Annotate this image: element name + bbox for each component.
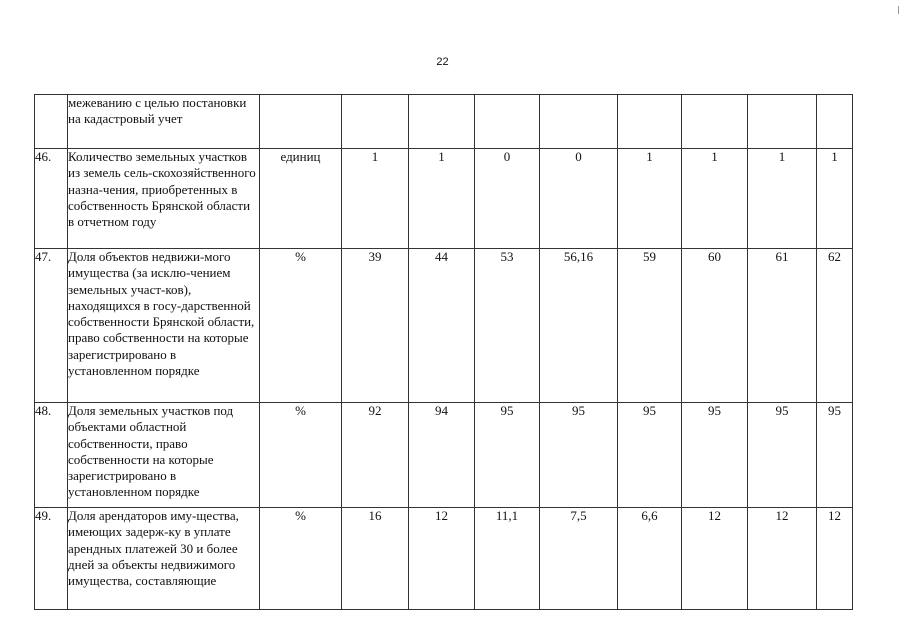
value-cell bbox=[409, 95, 475, 149]
indicator-name: Доля земельных участков под объектами областной собственности, право собственности на которые зарегистрировано в установленном порядке bbox=[68, 403, 260, 508]
value-cell: 11,1 bbox=[475, 508, 540, 610]
unit-cell: % bbox=[260, 508, 342, 610]
value-cell: 53 bbox=[475, 249, 540, 403]
value-cell: 0 bbox=[540, 149, 618, 249]
value-cell: 1 bbox=[748, 149, 817, 249]
scan-edge-mark bbox=[898, 6, 899, 14]
table-row bbox=[35, 403, 853, 508]
value-cell: 12 bbox=[409, 508, 475, 610]
value-cell: 62 bbox=[817, 249, 853, 403]
value-cell: 12 bbox=[682, 508, 748, 610]
indicator-name: Доля арендаторов иму-щества, имеющих задерж-ку в уплате арендных платежей 30 и более дней за объекты недвижимого имущества, составляющие bbox=[68, 508, 260, 610]
value-cell: 7,5 bbox=[540, 508, 618, 610]
value-cell: 39 bbox=[342, 249, 409, 403]
value-cell: 95 bbox=[817, 403, 853, 508]
indicator-name: Количество земельных участков из земель сель-скохозяйственного назна-чения, приобретенных в собственность Брянской области в отчетном году bbox=[68, 149, 260, 249]
unit-cell bbox=[260, 95, 342, 149]
unit-cell: единиц bbox=[260, 149, 342, 249]
value-cell: 12 bbox=[748, 508, 817, 610]
value-cell: 44 bbox=[409, 249, 475, 403]
value-cell: 95 bbox=[618, 403, 682, 508]
value-cell bbox=[748, 95, 817, 149]
indicator-name: межеванию с целью постановки на кадастровый учет bbox=[68, 95, 260, 149]
value-cell: 95 bbox=[475, 403, 540, 508]
unit-cell: % bbox=[260, 249, 342, 403]
row-number: 48. bbox=[35, 403, 68, 508]
table-row bbox=[35, 149, 853, 249]
table-row bbox=[35, 249, 853, 403]
value-cell: 95 bbox=[682, 403, 748, 508]
value-cell: 1 bbox=[342, 149, 409, 249]
value-cell: 1 bbox=[682, 149, 748, 249]
value-cell: 1 bbox=[618, 149, 682, 249]
indicator-name: Доля объектов недвижи-мого имущества (за исклю-чением земельных участ-ков), находящихся в госу-дарственной собственности Брянской области, право собственности на которые зарегистрировано в установленном порядке bbox=[68, 249, 260, 403]
value-cell: 6,6 bbox=[618, 508, 682, 610]
value-cell: 94 bbox=[409, 403, 475, 508]
value-cell bbox=[540, 95, 618, 149]
value-cell: 61 bbox=[748, 249, 817, 403]
unit-cell: % bbox=[260, 403, 342, 508]
value-cell: 16 bbox=[342, 508, 409, 610]
value-cell: 12 bbox=[817, 508, 853, 610]
value-cell bbox=[475, 95, 540, 149]
value-cell: 0 bbox=[475, 149, 540, 249]
value-cell: 56,16 bbox=[540, 249, 618, 403]
table-row bbox=[35, 95, 853, 149]
table-row bbox=[35, 508, 853, 610]
value-cell: 95 bbox=[540, 403, 618, 508]
value-cell bbox=[618, 95, 682, 149]
value-cell: 92 bbox=[342, 403, 409, 508]
value-cell bbox=[342, 95, 409, 149]
value-cell: 95 bbox=[748, 403, 817, 508]
page-number: 22 bbox=[436, 56, 449, 68]
row-number: 49. bbox=[35, 508, 68, 610]
row-number bbox=[35, 95, 68, 149]
indicators-table bbox=[34, 94, 853, 610]
value-cell: 60 bbox=[682, 249, 748, 403]
value-cell bbox=[682, 95, 748, 149]
value-cell: 59 bbox=[618, 249, 682, 403]
value-cell: 1 bbox=[409, 149, 475, 249]
value-cell bbox=[817, 95, 853, 149]
row-number: 46. bbox=[35, 149, 68, 249]
value-cell: 1 bbox=[817, 149, 853, 249]
row-number: 47. bbox=[35, 249, 68, 403]
